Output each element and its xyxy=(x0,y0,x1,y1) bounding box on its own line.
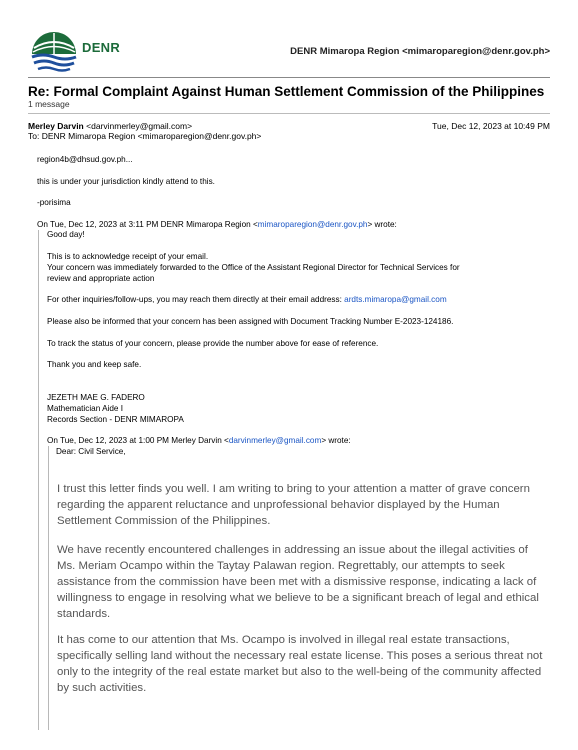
attribution-prefix: On Tue, Dec 12, 2023 at 3:11 PM DENR Mimaropa Region < xyxy=(37,220,258,229)
inquiries-text: For other inquiries/follow-ups, you may reach them directly at their email address: xyxy=(47,295,342,304)
letter-paragraph xyxy=(57,481,547,529)
attribution-prefix: On Tue, Dec 12, 2023 at 1:00 PM Merley Darvin < xyxy=(47,436,229,445)
quote1-thanks: Thank you and keep safe. xyxy=(47,360,142,369)
quote1-inquiries xyxy=(47,294,447,305)
sender-name: Merley Darvin xyxy=(28,121,84,131)
paragraph-text: It has come to our attention that Ms. Ocampo is involved in illegal real estate transactions, specifically selling land without the necessary real estate license. This poses a serious threat not only to the integrity of the real estate market but also to the well-being of the community affected by such activities. xyxy=(57,634,543,694)
attribution-suffix: > wrote: xyxy=(321,436,351,445)
email-header xyxy=(28,28,550,76)
paragraph-text: We have recently encountered challenges in addressing an issue about the illegal activities of Ms. Meriam Ocampo within the Taytay Palawan region. Regrettably, our attempts to seek assistance from the commission have been met with a dismissive response, indicating a lack of willingness to engage in resolving what we believe to be a significant breach of legal and ethical standards. xyxy=(57,544,539,620)
quote2-attribution xyxy=(47,435,351,446)
attribution-email-link[interactable]: darvinmerley@gmail.com xyxy=(228,436,322,445)
sender-email: <darvinmerley@gmail.com> xyxy=(86,121,193,131)
quote1-forward: review and appropriate action xyxy=(47,274,155,283)
paragraph-text: I trust this letter finds you well. I am writing to bring to your attention a matter of grave concern regarding the apparent reluctance and unprofessional behavior displayed by the Human Settlement Commission of the Philippines. xyxy=(57,483,530,527)
body-line: region4b@dhsud.gov.ph... xyxy=(37,155,133,164)
quote2-bar xyxy=(48,446,49,730)
quote1-ack: This is to acknowledge receipt of your email. xyxy=(47,252,209,261)
quote1-greeting: Good day! xyxy=(47,230,85,239)
quote1-bar xyxy=(38,230,39,730)
signature-dept: Records Section - DENR MIMAROPA xyxy=(47,415,184,424)
quote1-tracking: Please also be informed that your concern has been assigned with Document Tracking Number E-2023-124186. xyxy=(47,317,454,326)
denr-logo xyxy=(28,28,80,72)
header-divider xyxy=(28,77,550,78)
quote2-greeting: Dear: Civil Service, xyxy=(56,447,126,456)
quote1-forward: Your concern was immediately forwarded to the Office of the Assistant Regional Director for Technical Services for xyxy=(47,263,460,272)
logo-text: DENR xyxy=(82,40,121,55)
email-subject: Re: Formal Complaint Against Human Settlement Commission of the Philippines xyxy=(28,84,545,99)
sender xyxy=(28,121,192,131)
message-count: 1 message xyxy=(28,99,70,109)
attribution-email-link[interactable]: mimaroparegion@denr.gov.ph xyxy=(257,220,368,229)
account-email: DENR Mimaropa Region <mimaroparegion@denr.gov.ph> xyxy=(290,46,550,57)
quote1-track-status: To track the status of your concern, please provide the number above for ease of reference. xyxy=(47,339,379,348)
signature-title: Mathematician Aide I xyxy=(47,404,124,413)
subject-divider xyxy=(28,113,550,114)
body-line: this is under your jurisdiction kindly attend to this. xyxy=(37,177,215,186)
inquiries-email-link[interactable]: ardts.mimaropa@gmail.com xyxy=(344,295,447,304)
letter-paragraph xyxy=(57,632,547,696)
body-signoff: -porisima xyxy=(37,198,71,207)
signature-name: JEZETH MAE G. FADERO xyxy=(47,393,145,402)
recipient: To: DENR Mimaropa Region <mimaroparegion@denr.gov.ph> xyxy=(28,131,262,141)
quote1-attribution xyxy=(37,219,397,230)
message-date: Tue, Dec 12, 2023 at 10:49 PM xyxy=(432,121,550,131)
attribution-suffix: > wrote: xyxy=(367,220,397,229)
letter-paragraph xyxy=(57,542,547,622)
